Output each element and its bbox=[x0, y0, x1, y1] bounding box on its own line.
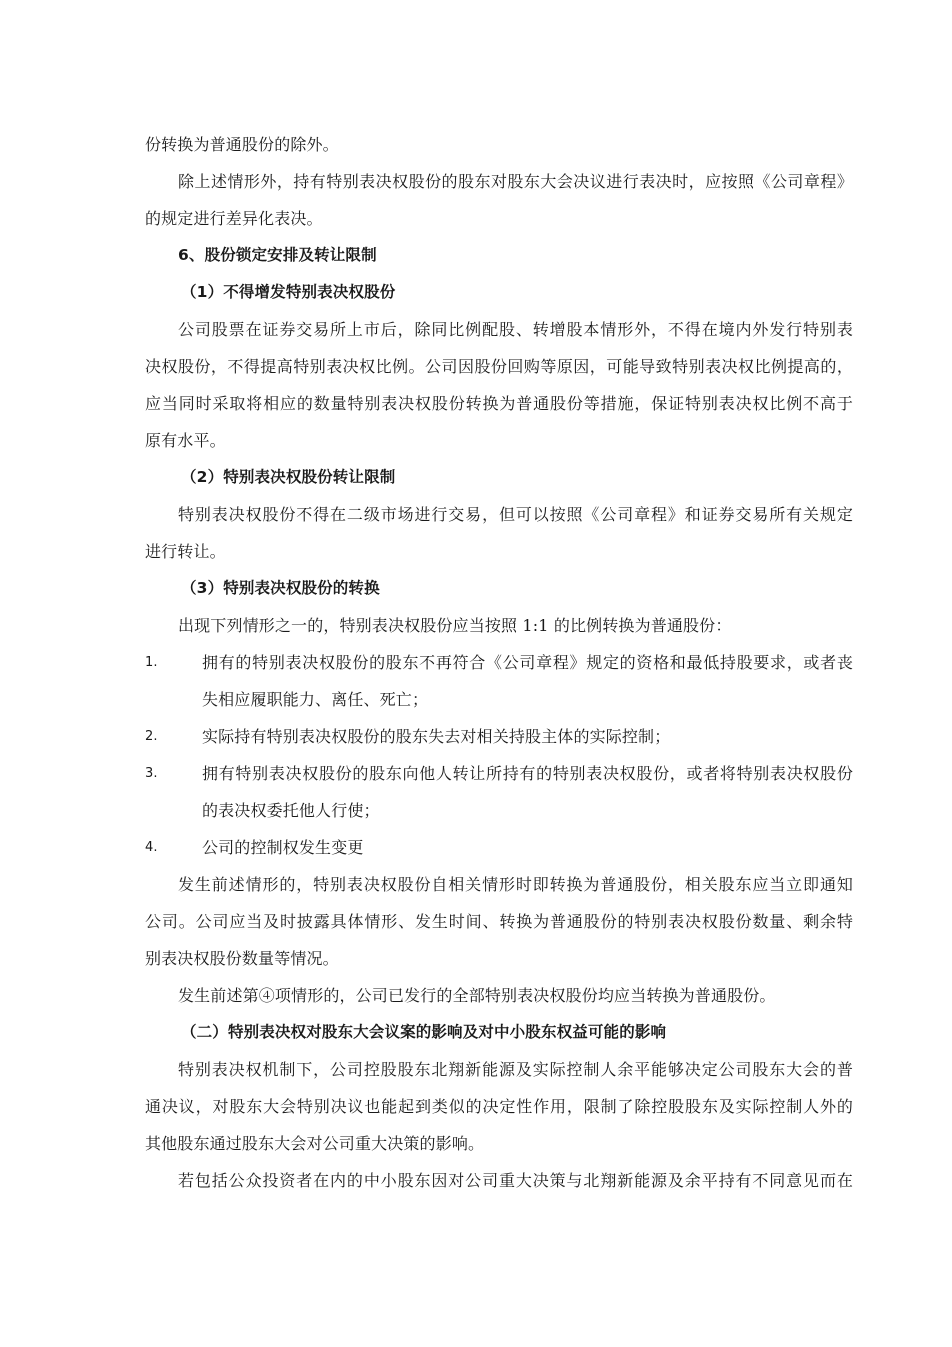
item-text: 拥有的特别表决权股份的股东不再符合《公司章程》规定的资格和最低持股要求，或者丧 bbox=[202, 653, 853, 672]
subsection-heading: （1）不得增发特别表决权股份 bbox=[181, 283, 396, 301]
item-text: 公司的控制权发生变更 bbox=[202, 838, 364, 857]
section-heading: （二）特别表决权对股东大会议案的影响及对中小股东权益可能的影响 bbox=[181, 1023, 667, 1041]
paragraph-line: 进行转让。 bbox=[145, 542, 226, 561]
item-number: 1. bbox=[145, 655, 158, 670]
item-text: 实际持有特别表决权股份的股东失去对相关持股主体的实际控制； bbox=[202, 727, 671, 746]
paragraph-line: 若包括公众投资者在内的中小股东因对公司重大决策与北翔新能源及余平持有不同意见而在 bbox=[178, 1171, 853, 1190]
item-number: 3. bbox=[145, 766, 158, 781]
paragraph-line: 通决议，对股东大会特别决议也能起到类似的决定性作用，限制了除控股股东及实际控制人外的 bbox=[145, 1097, 853, 1116]
paragraph-line: 公司股票在证券交易所上市后，除同比例配股、转增股本情形外，不得在境内外发行特别表 bbox=[178, 320, 853, 339]
subsection-heading: （2）特别表决权股份转让限制 bbox=[181, 468, 396, 486]
numbered-item bbox=[145, 718, 853, 755]
paragraph-line: 特别表决权股份不得在二级市场进行交易，但可以按照《公司章程》和证券交易所有关规定 bbox=[178, 505, 853, 524]
paragraph-line: 发生前述第④项情形的，公司已发行的全部特别表决权股份均应当转换为普通股份。 bbox=[178, 986, 776, 1005]
paragraph-line: 出现下列情形之一的，特别表决权股份应当按照 1:1 的比例转换为普通股份： bbox=[178, 616, 732, 635]
section-heading: 6、股份锁定安排及转让限制 bbox=[178, 246, 377, 264]
numbered-item bbox=[145, 755, 853, 792]
paragraph-line: 应当同时采取将相应的数量特别表决权股份转换为普通股份等措施，保证特别表决权比例不高于 bbox=[145, 394, 853, 413]
numbered-item bbox=[145, 644, 853, 681]
paragraph-line: 公司。公司应当及时披露具体情形、发生时间、转换为普通股份的特别表决权股份数量、剩余特 bbox=[145, 912, 853, 931]
paragraph-line: 份转换为普通股份的除外。 bbox=[145, 135, 339, 154]
paragraph-line: 特别表决权机制下，公司控股股东北翔新能源及实际控制人余平能够决定公司股东大会的普 bbox=[178, 1060, 853, 1079]
paragraph-line: 的规定进行差异化表决。 bbox=[145, 209, 323, 228]
item-number: 2. bbox=[145, 729, 158, 744]
paragraph-line: 其他股东通过股东大会对公司重大决策的影响。 bbox=[145, 1134, 485, 1153]
paragraph-line: 除上述情形外，持有特别表决权股份的股东对股东大会决议进行表决时，应按照《公司章程》 bbox=[178, 172, 853, 191]
numbered-item-continuation: 失相应履职能力、离任、死亡； bbox=[202, 690, 429, 709]
numbered-item bbox=[145, 829, 853, 866]
paragraph-line: 决权股份，不得提高特别表决权比例。公司因股份回购等原因，可能导致特别表决权比例提高的， bbox=[145, 357, 853, 376]
document-body bbox=[145, 126, 853, 1199]
numbered-item-continuation: 的表决权委托他人行使； bbox=[202, 801, 380, 820]
item-text: 拥有特别表决权股份的股东向他人转让所持有的特别表决权股份，或者将特别表决权股份 bbox=[202, 764, 853, 783]
paragraph-line: 发生前述情形的，特别表决权股份自相关情形时即转换为普通股份，相关股东应当立即通知 bbox=[178, 875, 853, 894]
paragraph-line: 原有水平。 bbox=[145, 431, 226, 450]
paragraph-line: 别表决权股份数量等情况。 bbox=[145, 949, 339, 968]
item-number: 4. bbox=[145, 840, 158, 855]
subsection-heading: （3）特别表决权股份的转换 bbox=[181, 579, 380, 597]
